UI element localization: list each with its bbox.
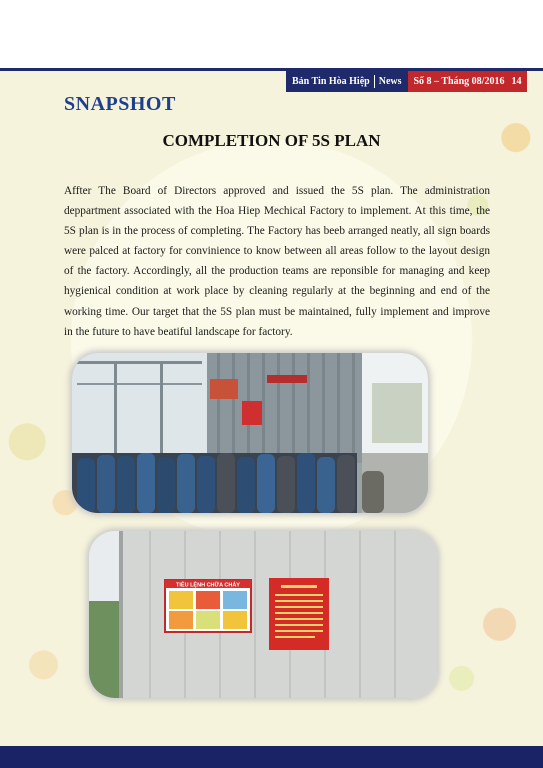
issue-header xyxy=(286,71,527,92)
photo-fire-safety-signs xyxy=(89,531,437,698)
section-label: SNAPSHOT xyxy=(64,93,176,115)
fire-sign-heading: TIÊU LỆNH CHỮA CHÁY xyxy=(176,582,240,589)
page-number: 14 xyxy=(511,76,522,87)
issue-label: Số 8 – Tháng 08/2016 xyxy=(413,76,505,87)
section-name: News xyxy=(378,76,402,87)
gas-cylinders-illustration xyxy=(72,353,428,513)
footer-bar xyxy=(0,746,543,768)
publication-name: Bản Tin Hòa Hiệp xyxy=(292,76,370,87)
header-publication-block xyxy=(286,71,408,92)
header-separator xyxy=(374,75,375,88)
header-issue-block xyxy=(408,71,528,92)
article-body: Affter The Board of Directors approved and issued the 5S plan. The administration deppartment associated with the Hoa Hiep Mechical Factory to implement. At this time, the 5S plan is in the process of completing. The Factory has beeb arranged neatly, all sign boards were palced at factory for convinience to know between all areas follow to the layout design of the factory. Accordingly, all the production teams are reponsible for managing and keep hygienical condition at work place by cleaning regularly at the beginning and end of the working time. Our target that the 5S plan must be maintained, fully implement and improve in the future to have beatiful landscape for factory. xyxy=(64,185,490,338)
article-title: COMPLETION OF 5S PLAN xyxy=(162,131,381,150)
fire-signs-illustration xyxy=(89,531,437,698)
photo-gas-cylinders xyxy=(72,353,428,513)
